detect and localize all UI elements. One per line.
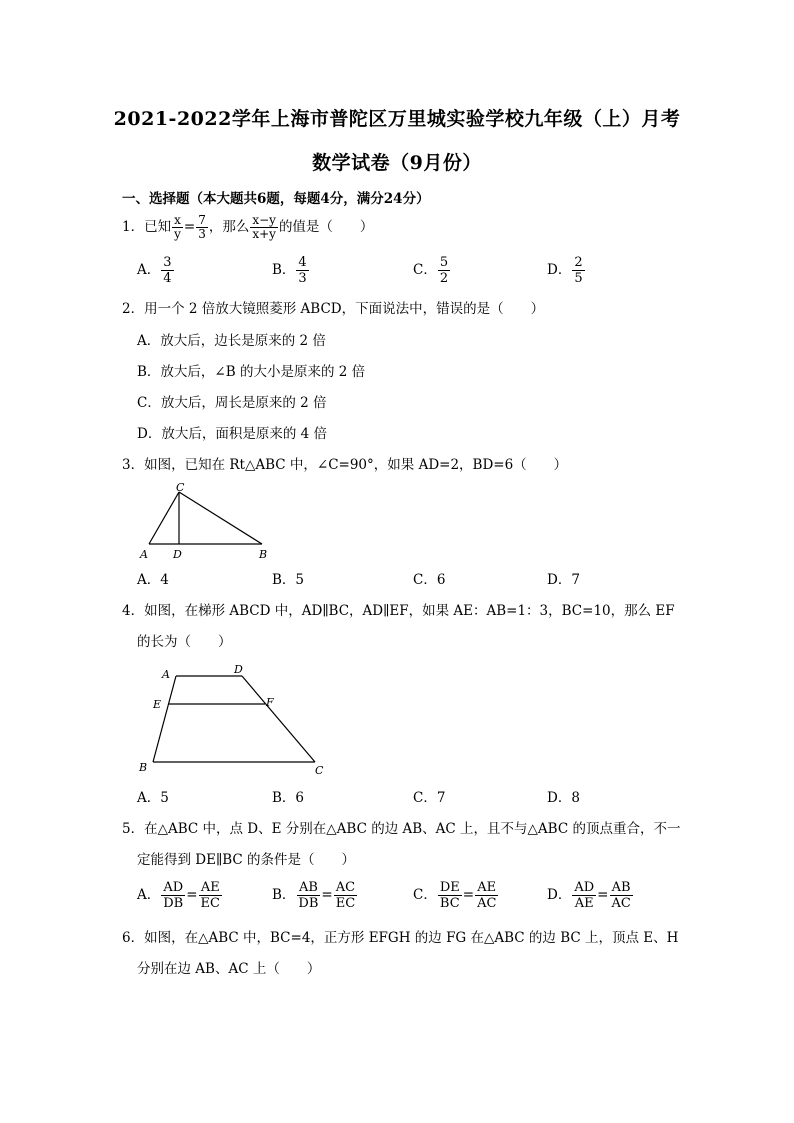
denominator: AC	[611, 896, 631, 911]
option-label: A．	[137, 262, 161, 278]
equals-sign: =	[597, 887, 609, 903]
q1-option-d[interactable]	[547, 255, 586, 286]
numerator: 5	[439, 255, 449, 270]
option-label: B．	[272, 887, 296, 903]
label-f: F	[266, 696, 274, 709]
right-fraction	[199, 880, 222, 911]
exam-title-line1: 2021-2022学年上海市普陀区万里城实验学校九年级（上）月考	[113, 108, 681, 130]
exam-title-line2: 数学试卷（9月份）	[312, 152, 482, 174]
denominator: x+y	[252, 227, 276, 241]
numerator: 4	[298, 255, 307, 270]
numerator: x	[174, 213, 181, 227]
q3-option-a[interactable]: A．4	[137, 572, 169, 588]
option-fraction	[161, 255, 173, 286]
denominator: DB	[163, 896, 184, 911]
label-d: D	[173, 548, 182, 561]
question-1	[122, 214, 373, 241]
equals-sign: =	[321, 887, 333, 903]
segment-ab	[153, 676, 176, 762]
numerator: DE	[439, 880, 460, 895]
question-6-line2: 分别在边 AB、AC 上（ ）	[137, 961, 321, 977]
q2-option-d[interactable]: D．放大后，面积是原来的 4 倍	[137, 426, 327, 442]
denominator: EC	[335, 896, 356, 911]
left-fraction	[296, 880, 320, 911]
denominator: EC	[200, 896, 220, 911]
label-d: D	[234, 663, 243, 676]
question-text: ，那么	[208, 219, 250, 235]
question-number: 1．	[122, 219, 145, 235]
denominator: AE	[574, 896, 594, 911]
q4-option-b[interactable]: B．6	[272, 790, 305, 806]
equals-sign: =	[186, 887, 198, 903]
option-label: C．	[413, 262, 437, 278]
numerator: x−y	[252, 213, 276, 227]
left-fraction	[438, 880, 462, 911]
label-c: C	[176, 481, 185, 494]
denominator: 5	[574, 271, 583, 286]
question-6-line1: 6．如图，在△ABC 中，BC=4，正方形 EFGH 的边 FG 在△ABC 的边 BC 上，顶点 E、H	[122, 930, 679, 946]
question-5-line1: 5．在△ABC 中，点 D、E 分别在△ABC 的边 AB、AC 上，且不与△ABC 的顶点重合，不一	[122, 821, 681, 837]
right-fraction	[475, 880, 498, 911]
right-fraction	[609, 880, 632, 911]
question-2: 2．用一个 2 倍放大镜照菱形 ABCD，下面说法中，错误的是（ ）	[122, 301, 545, 317]
denominator: AC	[477, 896, 497, 911]
option-label: C．	[413, 887, 437, 903]
numerator: AB	[611, 880, 631, 895]
label-e: E	[153, 698, 162, 711]
q2-option-c[interactable]: C．放大后，周长是原来的 2 倍	[137, 395, 327, 411]
right-fraction	[334, 880, 357, 911]
q5-option-c[interactable]	[413, 880, 499, 911]
denominator: y	[174, 227, 181, 241]
denominator: BC	[439, 896, 460, 911]
label-b: B	[259, 548, 268, 561]
question-text: 已知	[144, 219, 172, 235]
q1-option-a[interactable]	[137, 255, 175, 286]
question-4-line2: 的长为（ ）	[137, 634, 232, 650]
option-label: B．	[272, 262, 296, 278]
denominator: DB	[298, 896, 319, 911]
numerator: 2	[574, 255, 583, 270]
question-3: 3．如图，已知在 Rt△ABC 中，∠C=90°，如果 AD=2，BD=6（ ）	[122, 457, 568, 473]
q4-option-d[interactable]: D．8	[547, 790, 580, 806]
left-fraction	[161, 880, 185, 911]
segment-dc	[242, 676, 315, 762]
q1-option-b[interactable]	[272, 255, 310, 286]
q1-option-c[interactable]	[413, 255, 451, 286]
fraction-7-over-3	[196, 214, 208, 241]
segment-bc	[179, 492, 262, 544]
q2-option-b[interactable]: B．放大后，∠B 的大小是原来的 2 倍	[137, 364, 366, 380]
numerator: 7	[198, 213, 206, 227]
numerator: AE	[477, 880, 497, 895]
option-label: D．	[547, 887, 572, 903]
option-fraction	[438, 255, 450, 286]
label-c: C	[315, 764, 324, 777]
q5-option-b[interactable]	[272, 880, 358, 911]
numerator: AD	[574, 880, 595, 895]
denominator: 2	[439, 271, 449, 286]
numerator: AD	[163, 880, 184, 895]
numerator: AC	[335, 880, 356, 895]
q5-option-d[interactable]	[547, 880, 634, 911]
question-4-line1: 4．如图，在梯形 ABCD 中，AD∥BC，AD∥EF，如果 AE：AB=1：3，BC=10，那么 EF	[122, 603, 675, 619]
q3-option-c[interactable]: C．6	[413, 572, 446, 588]
option-label: A．	[137, 887, 161, 903]
denominator: 4	[163, 271, 172, 286]
option-fraction	[572, 255, 584, 286]
numerator: 3	[163, 255, 172, 270]
q4-option-a[interactable]: A．5	[137, 790, 169, 806]
left-fraction	[572, 880, 596, 911]
numerator: AB	[298, 880, 318, 895]
denominator: 3	[198, 227, 206, 241]
q5-option-a[interactable]	[137, 880, 223, 911]
q3-triangle-figure	[135, 480, 285, 565]
equals-sign: =	[183, 219, 196, 235]
q3-option-d[interactable]: D．7	[547, 572, 580, 588]
label-a: A	[140, 548, 148, 561]
equals-sign: =	[462, 887, 475, 903]
q3-option-b[interactable]: B．5	[272, 572, 305, 588]
option-label: D．	[547, 262, 572, 278]
section-heading: 一、选择题（本大题共6题，每题4分，满分24分）	[122, 191, 430, 207]
q4-option-c[interactable]: C．7	[413, 790, 446, 806]
q2-option-a[interactable]: A．放大后，边长是原来的 2 倍	[137, 333, 326, 349]
question-5-line2: 定能得到 DE∥BC 的条件是（ ）	[137, 852, 355, 868]
option-fraction	[296, 255, 308, 286]
label-a: A	[162, 668, 170, 681]
segment-ac	[149, 492, 179, 544]
fraction-expression	[250, 214, 278, 241]
fraction-x-over-y	[172, 214, 183, 241]
denominator: 3	[298, 271, 307, 286]
label-b: B	[139, 761, 148, 774]
numerator: AE	[200, 880, 220, 895]
question-text: 的值是（ ）	[278, 219, 374, 235]
q4-trapezoid-figure	[135, 662, 335, 780]
